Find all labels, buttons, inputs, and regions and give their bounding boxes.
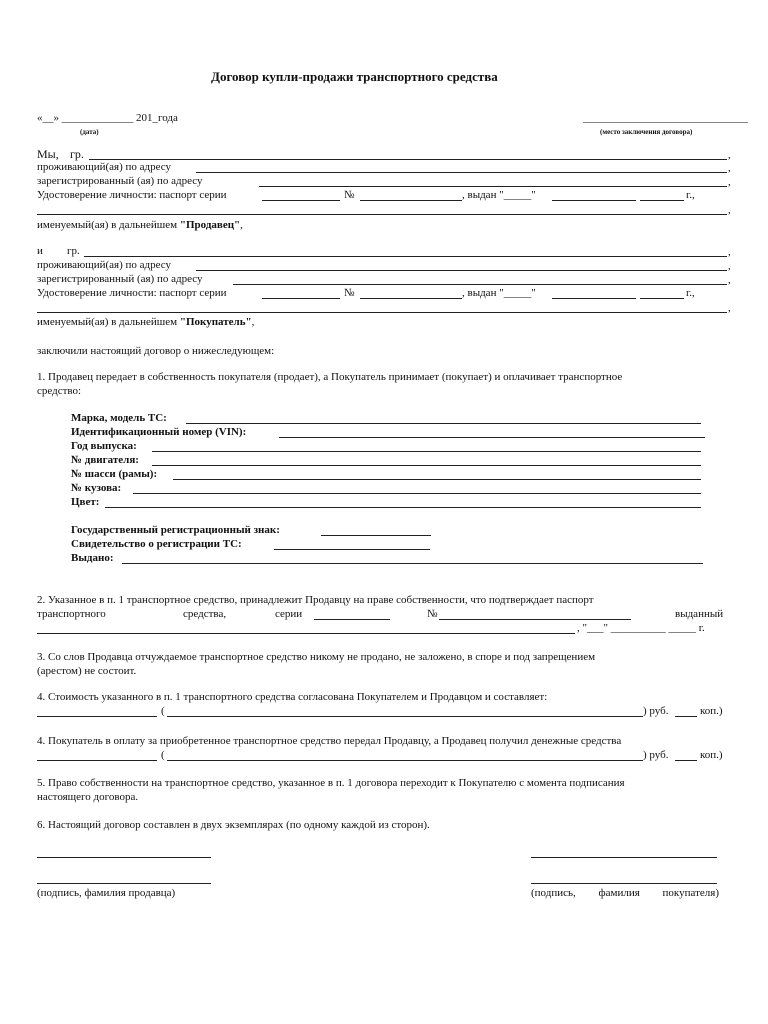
we-label: Мы, (37, 147, 59, 161)
price-kop-field[interactable] (675, 716, 697, 717)
registered-label: зарегистрированный (ая) по адресу (37, 175, 203, 187)
number-sign: № (344, 189, 355, 201)
rub-label: ) руб. (643, 705, 669, 717)
buyer-passport-series-field[interactable] (262, 298, 340, 299)
plate-label: Государственный регистрационный знак: (71, 524, 280, 536)
open-paren: ( (161, 705, 165, 717)
clause3-line2: (арестом) не состоит. (37, 665, 137, 677)
passport-label: Удостоверение личности: паспорт серии (37, 189, 227, 201)
seller-role: "Продавец" (179, 219, 241, 231)
comma: , (728, 176, 731, 188)
price-words-field[interactable] (167, 716, 643, 717)
buyer-address-field[interactable] (196, 270, 727, 271)
make-model-label: Марка, модель ТС: (71, 412, 167, 424)
pts-number-field[interactable] (439, 619, 631, 620)
buyer-passport-number-field[interactable] (360, 298, 462, 299)
seller-signature-caption: (подпись, фамилия продавца) (37, 887, 176, 899)
buyer-named-line: именуемый(ая) в дальнейшем "Покупатель", (37, 316, 255, 328)
chassis-field[interactable] (173, 479, 701, 480)
clause2-word: серии (275, 608, 303, 620)
clause1-line1: 1. Продавец передает в собственность покупателя (продает), а Покупатель принимает (покупает) и оплачивает транспортное (37, 371, 623, 383)
buyer-name-field[interactable] (84, 256, 727, 257)
citizen-label: гр. (70, 147, 84, 161)
clause4a-line1: 4. Стоимость указанного в п. 1 транспортного средства согласована Покупателем и Продавцом и составляет: (37, 691, 548, 703)
document-title: Договор купли-продажи транспортного средства (211, 69, 498, 84)
clause2-word: выданный (675, 608, 724, 620)
issued-label: , выдан "_____" (462, 287, 536, 299)
registered-label: зарегистрированный (ая) по адресу (37, 273, 203, 285)
issued-by-label: Выдано: (71, 552, 114, 564)
payment-digits-field[interactable] (37, 760, 157, 761)
payment-kop-field[interactable] (675, 760, 697, 761)
buyer-signature-line[interactable] (531, 857, 717, 858)
seller-passport-series-field[interactable] (262, 200, 340, 201)
comma: , (728, 302, 731, 314)
year-suffix: г., (686, 189, 695, 201)
intro-text: заключили настоящий договор о нижеследующем: (37, 345, 275, 357)
seller-registration-field[interactable] (259, 186, 727, 187)
clause4b-line1: 4. Покупатель в оплату за приобретенное транспортное средство передал Продавцу, а Продавец получил денежные средства (37, 735, 622, 747)
seller-issued-month-field[interactable] (552, 200, 636, 201)
rub-label: ) руб. (643, 749, 669, 761)
vin-field[interactable] (279, 437, 705, 438)
residing-label: проживающий(ая) по адресу (37, 259, 172, 271)
clause3-line1: 3. Со слов Продавца отчуждаемое транспортное средство никому не продано, не заложено, в споре и под запрещением (37, 651, 596, 663)
buyer-name-line[interactable] (531, 883, 717, 884)
engine-field[interactable] (152, 465, 701, 466)
clause6-text: 6. Настоящий договор составлен в двух экземплярах (по одному каждой из сторон). (37, 819, 430, 831)
buyer-issued-month-field[interactable] (552, 298, 636, 299)
plate-field[interactable] (321, 535, 431, 536)
clause2-word: транспортного (37, 608, 106, 620)
clause2-date-tail: , "___" __________ _____ г. (577, 622, 705, 634)
clause5-line2: настоящего договора. (37, 791, 139, 803)
seller-signature-line[interactable] (37, 857, 211, 858)
body-label: № кузова: (71, 482, 122, 494)
passport-label: Удостоверение личности: паспорт серии (37, 287, 227, 299)
date-line: «__» _____________ 201_года (37, 112, 178, 124)
kop-label: коп.) (700, 705, 723, 717)
color-label: Цвет: (71, 496, 100, 508)
number-sign: № (344, 287, 355, 299)
seller-named-line: именуемый(ая) в дальнейшем "Продавец", (37, 219, 243, 231)
buyer-role: "Покупатель" (179, 316, 252, 328)
vin-label: Идентификационный номер (VIN): (71, 426, 247, 438)
pts-series-field[interactable] (314, 619, 390, 620)
certificate-field[interactable] (274, 549, 430, 550)
citizen-label: гр. (67, 245, 80, 257)
color-field[interactable] (105, 507, 701, 508)
and-label: и (37, 245, 43, 257)
price-digits-field[interactable] (37, 716, 157, 717)
year-suffix: г., (686, 287, 695, 299)
make-model-field[interactable] (186, 423, 701, 424)
certificate-label: Свидетельство о регистрации ТС: (71, 538, 242, 550)
comma: , (728, 246, 731, 258)
clause2-line1: 2. Указанное в п. 1 транспортное средство, принадлежит Продавцу на праве собственности, что подтверждает паспорт (37, 594, 594, 606)
comma: , (728, 204, 731, 216)
buyer-registration-field[interactable] (233, 284, 727, 285)
seller-issued-by-field[interactable] (37, 214, 727, 215)
buyer-issued-year-field[interactable] (640, 298, 684, 299)
comma: , (728, 149, 731, 161)
chassis-label: № шасси (рамы): (71, 468, 158, 480)
clause1-line2: средство: (37, 385, 82, 397)
issued-label: , выдан "_____" (462, 189, 536, 201)
pts-issuer-field[interactable] (37, 633, 575, 634)
place-line: ______________________________ (583, 112, 748, 124)
date-caption: (дата) (80, 128, 99, 136)
seller-issued-year-field[interactable] (640, 200, 684, 201)
comma: , (728, 260, 731, 272)
engine-label: № двигателя: (71, 454, 139, 466)
seller-passport-number-field[interactable] (360, 200, 462, 201)
kop-label: коп.) (700, 749, 723, 761)
place-caption: (место заключения договора) (600, 128, 693, 136)
clause2-word: № (427, 608, 438, 620)
year-label: Год выпуска: (71, 440, 137, 452)
issued-by-field[interactable] (122, 563, 703, 564)
body-field[interactable] (133, 493, 701, 494)
seller-address-field[interactable] (196, 172, 727, 173)
comma: , (728, 274, 731, 286)
comma: , (728, 162, 731, 174)
year-field[interactable] (152, 451, 701, 452)
clause2-word: средства, (183, 608, 227, 620)
payment-words-field[interactable] (167, 760, 643, 761)
seller-name-line[interactable] (37, 883, 211, 884)
seller-name-field[interactable] (89, 159, 727, 160)
buyer-signature-caption: (подпись, фамилия покупателя) (531, 887, 720, 899)
clause5-line1: 5. Право собственности на транспортное средство, указанное в п. 1 договора переходит к Покупателю с момента подписания (37, 777, 625, 789)
residing-label: проживающий(ая) по адресу (37, 161, 172, 173)
buyer-issued-by-field[interactable] (37, 312, 727, 313)
open-paren: ( (161, 749, 165, 761)
